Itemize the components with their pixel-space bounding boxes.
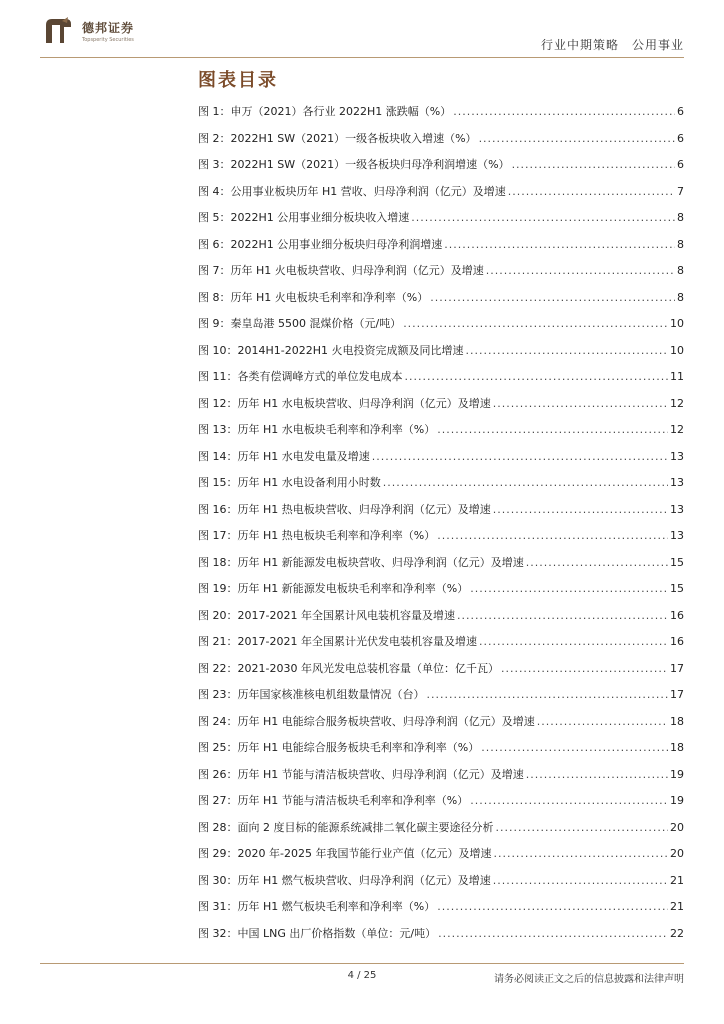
toc-leader-dots — [411, 211, 675, 224]
company-logo — [40, 13, 134, 49]
page-header — [0, 0, 724, 60]
toc-entry-label[interactable]: 图 27：历年 H1 节能与清洁板块毛利率和净利率（%） — [198, 794, 469, 807]
toc-leader-dots — [512, 158, 675, 171]
footer-disclaimer: 请务必阅读正文之后的信息披露和法律声明 — [494, 974, 684, 985]
toc-leader-dots — [470, 794, 668, 807]
toc-leader-dots — [430, 291, 675, 304]
toc-entry-page[interactable]: 10 — [670, 343, 684, 357]
toc-leader-dots — [437, 423, 668, 436]
toc-entry[interactable] — [198, 421, 684, 448]
toc-entry[interactable] — [198, 183, 684, 210]
toc-entry-label[interactable]: 图 23：历年国家核准核电机组数量情况（台） — [198, 688, 425, 701]
toc-entry-page[interactable]: 11 — [670, 370, 684, 383]
toc-entry-page[interactable]: 6 — [677, 105, 684, 118]
logo-en-text: Topsperity Securities — [82, 37, 134, 43]
toc-leader-dots — [481, 741, 668, 754]
report-category: 行业中期策略 公用事业 — [540, 38, 684, 52]
toc-leader-dots — [457, 609, 668, 622]
toc-entry[interactable] — [198, 315, 684, 342]
toc-entry[interactable] — [198, 448, 684, 475]
toc-entry[interactable] — [198, 580, 684, 607]
toc-entry-label[interactable]: 图 30：历年 H1 燃气板块营收、归母净利润（亿元）及增速 — [198, 873, 491, 887]
toc-entry-label[interactable]: 图 13：历年 H1 水电板块毛利率和净利率（%） — [198, 423, 436, 436]
toc-entry-page[interactable]: 7 — [677, 184, 684, 198]
toc-entry-label[interactable]: 图 3：2022H1 SW（2021）一级各板块归母净利润增速（%） — [198, 158, 510, 171]
toc-entry-page[interactable]: 8 — [677, 264, 684, 277]
toc-entry-page[interactable]: 19 — [670, 794, 684, 807]
toc-entry-label[interactable]: 图 4：公用事业板块历年 H1 营收、归母净利润（亿元）及增速 — [198, 184, 506, 198]
toc-entry-label[interactable]: 图 2：2022H1 SW（2021）一级各板块收入增速（%） — [198, 131, 477, 145]
toc-leader-dots — [427, 688, 669, 701]
toc-entry-page[interactable]: 6 — [677, 131, 684, 145]
toc-entry-label[interactable]: 图 1：申万（2021）各行业 2022H1 涨跌幅（%） — [198, 105, 452, 118]
toc-leader-dots — [383, 476, 668, 489]
toc-entry-page[interactable]: 15 — [670, 555, 684, 569]
toc-entry-page[interactable]: 17 — [670, 661, 684, 675]
toc-leader-dots — [508, 185, 675, 198]
toc-leader-dots — [493, 874, 668, 887]
toc-entry-page[interactable]: 17 — [670, 688, 684, 701]
toc-entry[interactable] — [198, 925, 684, 952]
toc-entry-page[interactable]: 13 — [670, 476, 684, 489]
toc-entry-page[interactable]: 18 — [670, 741, 684, 754]
section-title: 图表目录 — [198, 70, 278, 91]
toc-entry-label[interactable]: 图 15：历年 H1 水电设备利用小时数 — [198, 476, 381, 489]
toc-entry-page[interactable]: 20 — [670, 820, 684, 834]
toc-entry-page[interactable]: 13 — [670, 502, 684, 516]
toc-entry-label[interactable]: 图 18：历年 H1 新能源发电板块营收、归母净利润（亿元）及增速 — [198, 555, 524, 569]
toc-entry-label[interactable]: 图 22：2021-2030 年风光发电总装机容量（单位：亿千瓦） — [198, 661, 499, 675]
toc-entry[interactable] — [198, 792, 684, 819]
toc-entry-label[interactable]: 图 8：历年 H1 火电板块毛利率和净利率（%） — [198, 290, 429, 304]
toc-entry-page[interactable]: 8 — [677, 211, 684, 224]
toc-leader-dots — [405, 370, 669, 383]
toc-leader-dots — [493, 847, 668, 860]
toc-entry[interactable] — [198, 527, 684, 554]
toc-entry-page[interactable]: 8 — [677, 237, 684, 251]
toc-leader-dots — [526, 768, 668, 781]
toc-entry[interactable] — [198, 872, 684, 899]
toc-entry-page[interactable]: 21 — [670, 900, 684, 913]
toc-entry[interactable] — [198, 686, 684, 713]
toc-leader-dots — [444, 238, 675, 251]
figure-list — [198, 103, 684, 951]
toc-entry-label[interactable]: 图 21：2017-2021 年全国累计光伏发电装机容量及增速 — [198, 635, 477, 648]
toc-entry-label[interactable]: 图 28：面向 2 度目标的能源系统减排二氧化碳主要途径分析 — [198, 820, 494, 834]
toc-leader-dots — [437, 529, 668, 542]
toc-leader-dots — [486, 264, 675, 277]
logo-icon — [40, 13, 76, 49]
toc-entry[interactable] — [198, 845, 684, 872]
toc-entry[interactable] — [198, 660, 684, 687]
toc-leader-dots — [526, 556, 668, 569]
logo-cn-text: 德邦证券 — [82, 21, 135, 35]
toc-entry[interactable] — [198, 554, 684, 581]
toc-entry[interactable] — [198, 474, 684, 501]
toc-leader-dots — [466, 344, 669, 357]
toc-entry-page[interactable]: 21 — [670, 873, 684, 887]
toc-entry-label[interactable]: 图 5：2022H1 公用事业细分板块收入增速 — [198, 211, 410, 224]
toc-entry-page[interactable]: 18 — [670, 714, 684, 728]
toc-entry-label[interactable]: 图 7：历年 H1 火电板块营收、归母净利润（亿元）及增速 — [198, 264, 484, 277]
toc-entry-label[interactable]: 图 10：2014H1-2022H1 火电投资完成额及同比增速 — [198, 343, 464, 357]
toc-entry-label[interactable]: 图 16：历年 H1 热电板块营收、归母净利润（亿元）及增速 — [198, 502, 491, 516]
toc-entry[interactable] — [198, 368, 684, 395]
toc-entry[interactable] — [198, 289, 684, 316]
toc-entry-page[interactable]: 12 — [670, 396, 684, 410]
toc-entry-label[interactable]: 图 26：历年 H1 节能与清洁板块营收、归母净利润（亿元）及增速 — [198, 767, 524, 781]
toc-leader-dots — [453, 105, 675, 118]
toc-entry-page[interactable]: 13 — [670, 449, 684, 463]
toc-entry[interactable] — [198, 633, 684, 660]
toc-entry-page[interactable]: 6 — [677, 158, 684, 171]
toc-entry-label[interactable]: 图 19：历年 H1 新能源发电板块毛利率和净利率（%） — [198, 582, 469, 595]
toc-leader-dots — [495, 821, 668, 834]
toc-leader-dots — [438, 927, 668, 940]
toc-leader-dots — [493, 503, 668, 516]
toc-entry-label[interactable]: 图 11：各类有偿调峰方式的单位发电成本 — [198, 370, 403, 383]
toc-entry[interactable] — [198, 819, 684, 846]
toc-entry[interactable] — [198, 342, 684, 369]
toc-entry[interactable] — [198, 209, 684, 236]
toc-entry-label[interactable]: 图 32：中国 LNG 出厂价格指数（单位：元/吨） — [198, 926, 437, 940]
toc-entry[interactable] — [198, 236, 684, 263]
toc-entry[interactable] — [198, 501, 684, 528]
toc-entry[interactable] — [198, 607, 684, 634]
toc-entry[interactable] — [198, 130, 684, 157]
toc-entry-page[interactable]: 13 — [670, 529, 684, 542]
toc-entry-page[interactable]: 16 — [670, 635, 684, 648]
toc-entry[interactable] — [198, 395, 684, 422]
toc-entry-page[interactable]: 19 — [670, 767, 684, 781]
toc-entry-label[interactable]: 图 31：历年 H1 燃气板块毛利率和净利率（%） — [198, 900, 436, 913]
footer-divider — [40, 963, 684, 964]
toc-entry[interactable] — [198, 898, 684, 925]
header-divider — [40, 57, 684, 58]
toc-entry-label[interactable]: 图 24：历年 H1 电能综合服务板块营收、归母净利润（亿元）及增速 — [198, 714, 535, 728]
toc-entry-label[interactable]: 图 25：历年 H1 电能综合服务板块毛利率和净利率（%） — [198, 741, 480, 754]
toc-leader-dots — [501, 662, 668, 675]
toc-entry[interactable] — [198, 713, 684, 740]
toc-entry-label[interactable]: 图 17：历年 H1 热电板块毛利率和净利率（%） — [198, 529, 436, 542]
toc-leader-dots — [479, 132, 675, 145]
toc-entry-label[interactable]: 图 29：2020 年-2025 年我国节能行业产值（亿元）及增速 — [198, 847, 492, 860]
toc-leader-dots — [479, 635, 668, 648]
toc-entry-page[interactable]: 22 — [670, 926, 684, 940]
toc-leader-dots — [372, 450, 668, 463]
toc-entry[interactable] — [198, 262, 684, 289]
toc-entry[interactable] — [198, 766, 684, 793]
toc-entry[interactable] — [198, 739, 684, 766]
toc-entry-label[interactable]: 图 12：历年 H1 水电板块营收、归母净利润（亿元）及增速 — [198, 396, 491, 410]
toc-entry-label[interactable]: 图 20：2017-2021 年全国累计风电装机容量及增速 — [198, 608, 455, 622]
toc-leader-dots — [537, 715, 668, 728]
toc-entry-page[interactable]: 15 — [670, 582, 684, 595]
page-number: 4 / 25 — [347, 970, 377, 981]
toc-entry-label[interactable]: 图 9：秦皇岛港 5500 混煤价格（元/吨） — [198, 317, 402, 330]
toc-entry-label[interactable]: 图 14：历年 H1 水电发电量及增速 — [198, 449, 370, 463]
toc-entry-page[interactable]: 12 — [670, 423, 684, 436]
toc-leader-dots — [403, 317, 668, 330]
toc-entry-page[interactable]: 10 — [670, 317, 684, 330]
toc-entry[interactable] — [198, 103, 684, 130]
toc-entry-page[interactable]: 8 — [677, 290, 684, 304]
toc-leader-dots — [437, 900, 668, 913]
toc-leader-dots — [493, 397, 668, 410]
toc-entry-page[interactable]: 16 — [670, 608, 684, 622]
toc-entry-label[interactable]: 图 6：2022H1 公用事业细分板块归母净利润增速 — [198, 237, 443, 251]
toc-entry-page[interactable]: 20 — [670, 847, 684, 860]
toc-leader-dots — [470, 582, 668, 595]
toc-entry[interactable] — [198, 156, 684, 183]
